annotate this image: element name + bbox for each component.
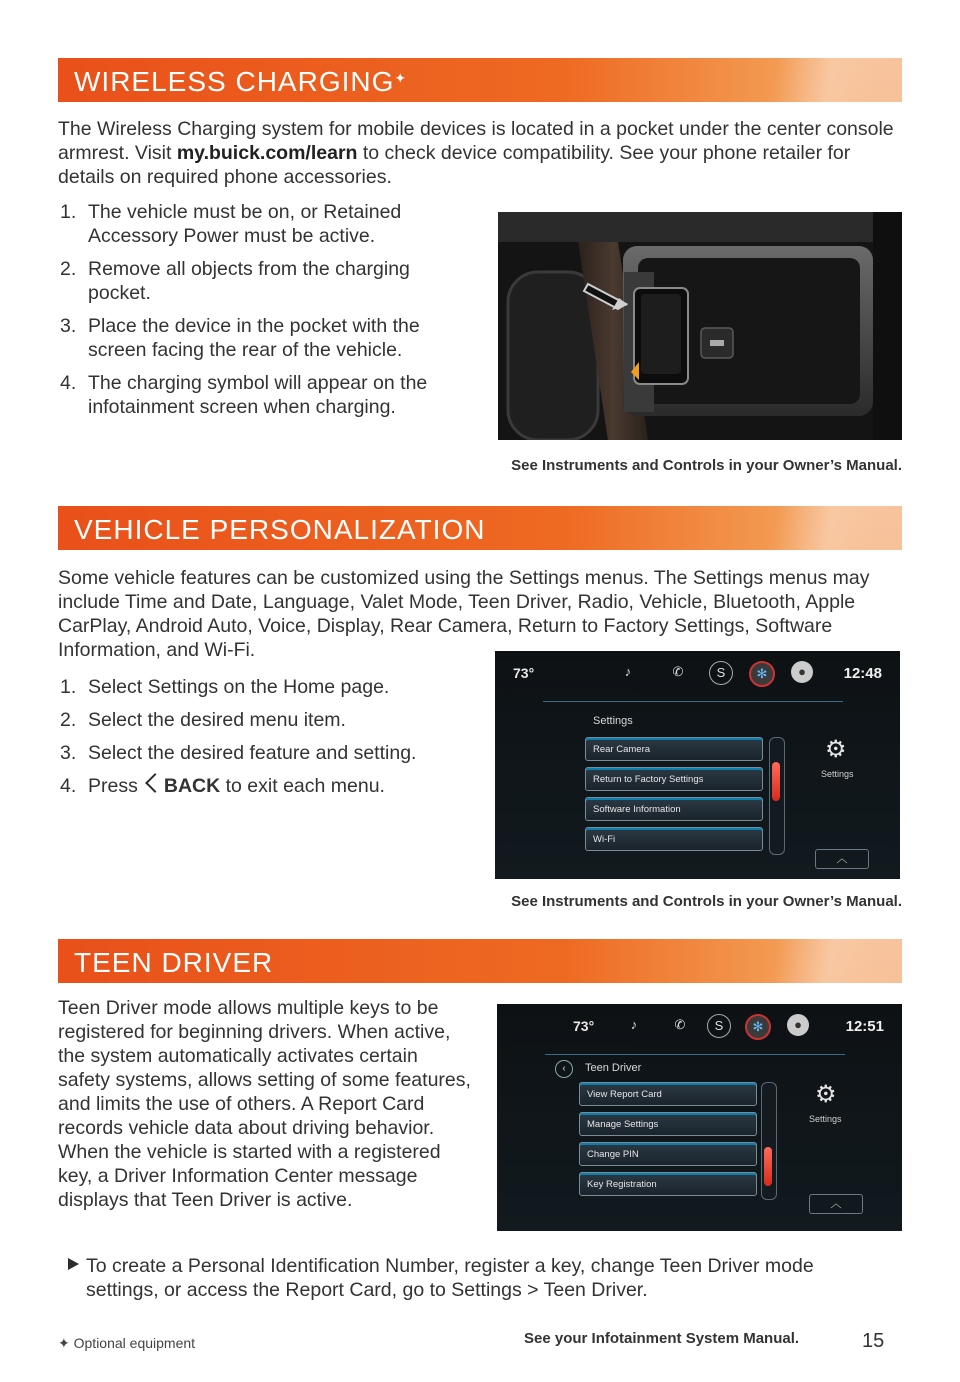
list-item [60, 675, 480, 699]
vehicle-personalization-banner [58, 506, 902, 550]
wireless-intro-b: to check device compatibility. See your phone retailer for details on required phone accessories. [58, 142, 851, 188]
step-number: 2. [60, 258, 77, 280]
settings-screen-header: Settings [593, 715, 633, 727]
climate-icon: ✻ [745, 1014, 771, 1040]
key-registration-button[interactable]: Key Registration [579, 1172, 757, 1196]
settings-side-label: Settings [809, 1114, 842, 1124]
rear-camera-button[interactable]: Rear Camera [585, 737, 763, 761]
manage-settings-button[interactable]: Manage Settings [579, 1112, 757, 1136]
list-item [60, 257, 460, 305]
list-item [60, 741, 480, 765]
page-number: 15 [862, 1330, 885, 1352]
teen-driver-intro: Teen Driver mode allows multiple keys to be registered for beginning drivers. When active, the system automatically activates certain safety systems, allows setting of some features, and limits the use of others. A Report Card records vehicle data about driving behavior. When the vehicle is started with a registered key, a Driver Information Center message displays that Teen Driver is active. [58, 997, 471, 1211]
screen-temperature: 73° [573, 1018, 595, 1034]
step-text: The charging symbol will appear on the infotainment screen when charging. [88, 372, 428, 418]
teen-driver-bullet: To create a Personal Identification Number, register a key, change Teen Driver mode settings, or access the Report Card, go to Settings > Teen Driver. [86, 1255, 814, 1301]
console-charging-photo [498, 212, 902, 440]
teen-driver-screen-photo [497, 1004, 902, 1231]
music-icon: ♪ [630, 1017, 638, 1032]
settings-gear-icon: ⚙ [815, 1081, 837, 1108]
settings-screen-photo [495, 651, 900, 879]
wireless-title-text: WIRELESS CHARGING [74, 66, 395, 97]
onstar-icon: ● [791, 661, 813, 683]
optional-equipment-note [58, 1335, 195, 1352]
step-text: Place the device in the pocket with the screen facing the rear of the vehicle. [88, 315, 420, 361]
vehicle-personalization-title: VEHICLE PERSONALIZATION [74, 514, 486, 545]
step-text: Remove all objects from the charging pocket. [88, 258, 410, 304]
step-text: Select the desired feature and setting. [88, 742, 417, 764]
step-number: 4. [60, 372, 77, 394]
optional-star-icon: ✦ [58, 1335, 70, 1351]
step-text: Press [88, 775, 138, 797]
header-divider [545, 1054, 845, 1055]
step-number: 3. [60, 742, 77, 764]
header-divider [543, 701, 843, 702]
back-key-label: BACK [163, 775, 221, 797]
list-item [60, 708, 480, 732]
personalization-intro: Some vehicle features can be customized using the Settings menus. The Settings menus may include Time and Date, Language, Valet Mode, Teen Driver, Radio, Vehicle, Bluetooth, Apple CarPlay, Android Auto, Voice, Display, Rear Camera, Return to Factory Settings, Software Information, and Wi-Fi. [58, 567, 870, 661]
step-number: 1. [60, 676, 77, 698]
view-report-card-button[interactable]: View Report Card [579, 1082, 757, 1106]
software-info-button[interactable]: Software Information [585, 797, 763, 821]
teen-driver-screen-header: Teen Driver [585, 1062, 642, 1074]
back-button[interactable]: ‹ [555, 1060, 573, 1078]
bullet-arrow-icon [68, 1258, 79, 1270]
settings-side-label: Settings [821, 769, 854, 779]
settings-scrollbar[interactable] [769, 737, 785, 855]
personalization-steps [60, 675, 480, 807]
list-item [60, 314, 460, 362]
phone-icon: ✆ [674, 1017, 686, 1032]
wireless-steps [60, 200, 460, 428]
wireless-charging-title [74, 66, 407, 98]
step-number: 4. [60, 775, 77, 797]
list-item [60, 371, 460, 419]
phone-icon: ✆ [672, 664, 684, 679]
step-text: to exit each menu. [225, 775, 385, 797]
step-text: Select the desired menu item. [88, 709, 346, 731]
wifi-button[interactable]: Wi-Fi [585, 827, 763, 851]
scrollbar-thumb[interactable] [772, 762, 780, 801]
screen-clock: 12:51 [845, 1018, 884, 1035]
list-item [60, 774, 480, 798]
scrollbar-thumb[interactable] [764, 1147, 772, 1186]
teen-driver-title: TEEN DRIVER [74, 947, 274, 978]
step-number: 3. [60, 315, 77, 337]
factory-settings-button[interactable]: Return to Factory Settings [585, 767, 763, 791]
infotainment-manual-caption: See your Infotainment System Manual. [524, 1330, 800, 1347]
wireless-caption: See Instruments and Controls in your Owner’s Manual. [511, 457, 902, 474]
step-number: 1. [60, 201, 77, 223]
settings-gear-icon: ⚙ [825, 736, 847, 763]
wireless-intro [58, 117, 902, 189]
optional-equipment-text: Optional equipment [73, 1335, 196, 1351]
wireless-charging-banner [58, 58, 902, 102]
step-text: The vehicle must be on, or Retained Accessory Power must be active. [88, 201, 402, 247]
onstar-icon: ● [787, 1014, 809, 1036]
optional-star-icon: ✦ [394, 70, 408, 86]
teen-driver-banner [58, 939, 902, 983]
buick-learn-link[interactable]: my.buick.com/learn [176, 142, 358, 164]
screen-temperature: 73° [513, 665, 535, 681]
scroll-up-button[interactable]: ︿ [809, 1194, 863, 1214]
console-photo-illustration [498, 212, 902, 440]
teen-driver-scrollbar[interactable] [761, 1082, 777, 1200]
wireless-intro-a: The Wireless Charging system for mobile devices is located in a pocket under the center console armrest. Visit [58, 118, 894, 164]
navigation-icon: S [707, 1014, 731, 1038]
climate-icon: ✻ [749, 661, 775, 687]
scroll-up-button[interactable]: ︿ [815, 849, 869, 869]
music-icon: ♪ [624, 664, 632, 679]
navigation-icon: S [709, 661, 733, 685]
step-text: Select Settings on the Home page. [88, 676, 390, 698]
personalization-caption: See Instruments and Controls in your Owner’s Manual. [511, 893, 902, 910]
change-pin-button[interactable]: Change PIN [579, 1142, 757, 1166]
screen-clock: 12:48 [843, 665, 882, 682]
back-chevron-icon [145, 773, 165, 793]
step-number: 2. [60, 709, 77, 731]
list-item [60, 200, 460, 248]
